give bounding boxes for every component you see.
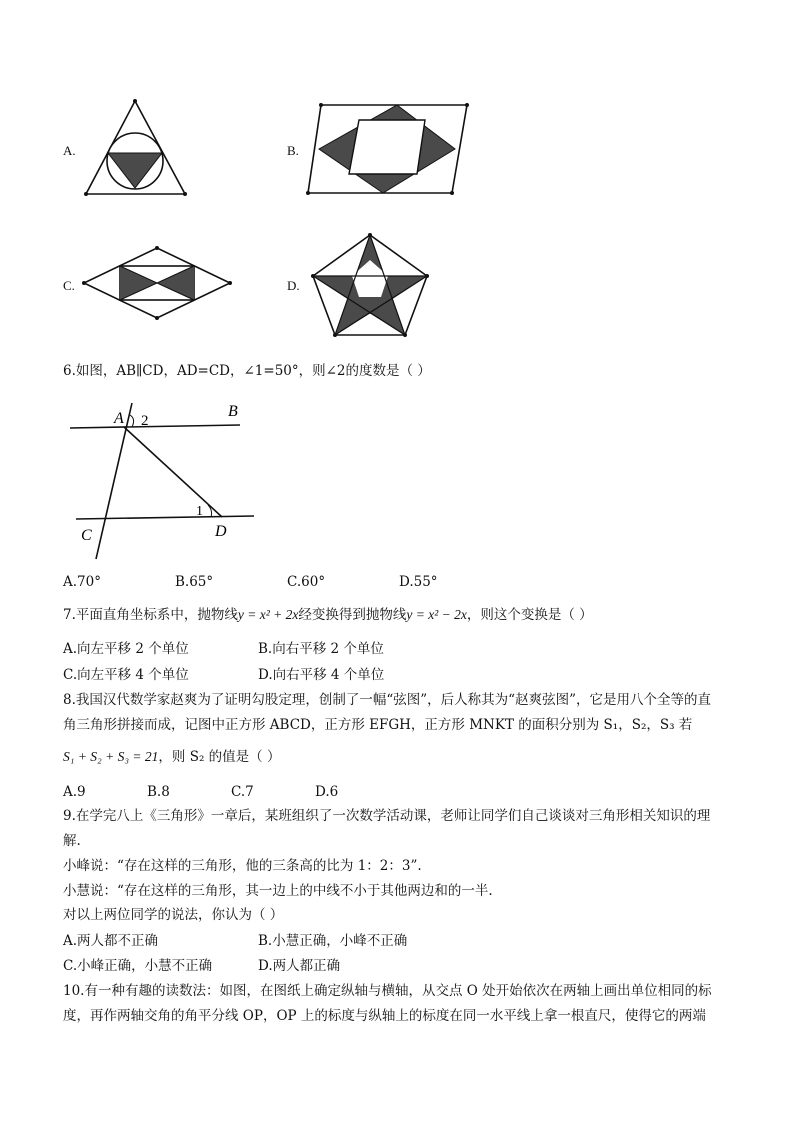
q9-option-b: B.小慧正确，小峰不正确 bbox=[258, 933, 408, 949]
q9-line-3: 小峰说：“存在这样的三角形，他的三条高的比为 1：2：3”. bbox=[63, 858, 422, 874]
q7-formula-1: y = x² + 2x bbox=[237, 607, 299, 622]
figure-option-b bbox=[305, 100, 470, 197]
q7-stem-text: ，则这个变换是（ ） bbox=[466, 607, 593, 623]
vertex-dot bbox=[306, 191, 310, 195]
vertex-dot bbox=[311, 274, 315, 278]
q6-option-a: A.70° bbox=[63, 574, 101, 590]
q7-stem bbox=[63, 606, 593, 624]
q8-line-2: 角三角形拼接而成，记图中正方形 ABCD，正方形 EFGH，正方形 MNKT 的面积分别为 S₁，S₂，S₃ 若 bbox=[63, 717, 693, 733]
figure-option-a bbox=[84, 98, 190, 198]
vertex-dot bbox=[450, 191, 454, 195]
vertex-dot bbox=[155, 246, 159, 250]
q9-line-4: 小慧说：“存在这样的三角形，其一边上的中线不小于其他两边和的一半. bbox=[63, 883, 493, 899]
q9-line-5: 对以上两位同学的说法，你认为（ ） bbox=[63, 907, 284, 923]
figure-q6 bbox=[66, 397, 258, 563]
q8-option-c: C.7 bbox=[231, 784, 254, 800]
q8-formula: S₁ + S₂ + S₃ = 21 bbox=[63, 749, 159, 764]
q8-option-a: A.9 bbox=[63, 784, 86, 800]
line-cd bbox=[76, 516, 254, 519]
figure-option-d bbox=[307, 232, 433, 338]
vertex-dot bbox=[133, 99, 137, 103]
q9-line-2: 解. bbox=[63, 833, 81, 849]
label-c: C bbox=[81, 527, 92, 544]
q10-line-2: 度，再作两轴交角的角平分线 OP，OP 上的标度与纵轴上的标度在同一水平线上拿一根直尺，使得它的两端 bbox=[63, 1008, 706, 1024]
q7-formula-2: y = x² − 2x bbox=[406, 607, 467, 622]
q8-option-d: D.6 bbox=[315, 784, 339, 800]
option-b-label: B. bbox=[287, 143, 299, 158]
q7-stem-text: 经变换得到抛物线 bbox=[298, 607, 407, 623]
q9-option-a: A.两人都不正确 bbox=[63, 933, 159, 949]
vertex-dot bbox=[333, 333, 337, 337]
option-a-label: A. bbox=[63, 143, 76, 158]
q6-stem: 6.如图，AB∥CD，AD=CD，∠1=50°，则∠2的度数是（ ） bbox=[63, 363, 431, 379]
vertex-dot bbox=[84, 192, 88, 196]
vertex-dot bbox=[465, 103, 469, 107]
q8-line-1: 8.我国汉代数学家赵爽为了证明勾股定理，创制了一幅“弦图”，后人称其为“赵爽弦图”，它是用八个全等的直 bbox=[63, 692, 711, 708]
vertex-dot bbox=[403, 333, 407, 337]
q7-option-d: D.向右平移 4 个单位 bbox=[258, 667, 385, 683]
q9-line-1: 9.在学完八上《三角形》一章后，某班组织了一次数学活动课，老师让同学们自己谈谈对三角形相关知识的理 bbox=[63, 808, 711, 824]
q9-option-c: C.小峰正确，小慧不正确 bbox=[63, 958, 213, 974]
q8-option-b: B.8 bbox=[147, 784, 170, 800]
q6-option-c: C.60° bbox=[287, 574, 326, 590]
label-b: B bbox=[228, 403, 238, 420]
q7-option-b: B.向右平移 2 个单位 bbox=[258, 641, 384, 657]
label-a: A bbox=[114, 410, 124, 427]
figure-option-c bbox=[82, 246, 232, 320]
line-ab bbox=[70, 425, 240, 428]
q6-option-b: B.65° bbox=[175, 574, 214, 590]
inner-rectangle bbox=[349, 120, 425, 174]
vertex-dot bbox=[155, 316, 159, 320]
option-c-label: C. bbox=[63, 278, 75, 293]
label-d: D bbox=[215, 523, 227, 540]
q8-line-3 bbox=[63, 748, 280, 766]
q7-option-a: A.向左平移 2 个单位 bbox=[63, 641, 189, 657]
q9-option-d: D.两人都正确 bbox=[258, 958, 341, 974]
label-angle1: 1 bbox=[196, 504, 203, 519]
vertex-dot bbox=[319, 103, 323, 107]
q6-option-d: D.55° bbox=[399, 574, 438, 590]
q10-line-1: 10.有一种有趣的读数法：如图，在图纸上确定纵轴与横轴，从交点 O 处开始依次在两轴上画出单位相同的标 bbox=[63, 983, 712, 999]
angle2-arc bbox=[130, 415, 134, 427]
vertex-dot bbox=[368, 233, 372, 237]
q7-stem-text: 7.平面直角坐标系中，抛物线 bbox=[63, 607, 238, 623]
vertex-dot bbox=[228, 281, 232, 285]
option-d-label: D. bbox=[287, 278, 300, 293]
vertex-dot bbox=[425, 274, 429, 278]
star-center bbox=[352, 260, 388, 297]
label-angle2: 2 bbox=[141, 413, 149, 429]
q7-option-c: C.向左平移 4 个单位 bbox=[63, 667, 189, 683]
q8-line-3-tail: ，则 S₂ 的值是（ ） bbox=[158, 749, 281, 765]
segment-ad bbox=[124, 427, 222, 517]
vertex-dot bbox=[82, 281, 86, 285]
vertex-dot bbox=[183, 192, 187, 196]
